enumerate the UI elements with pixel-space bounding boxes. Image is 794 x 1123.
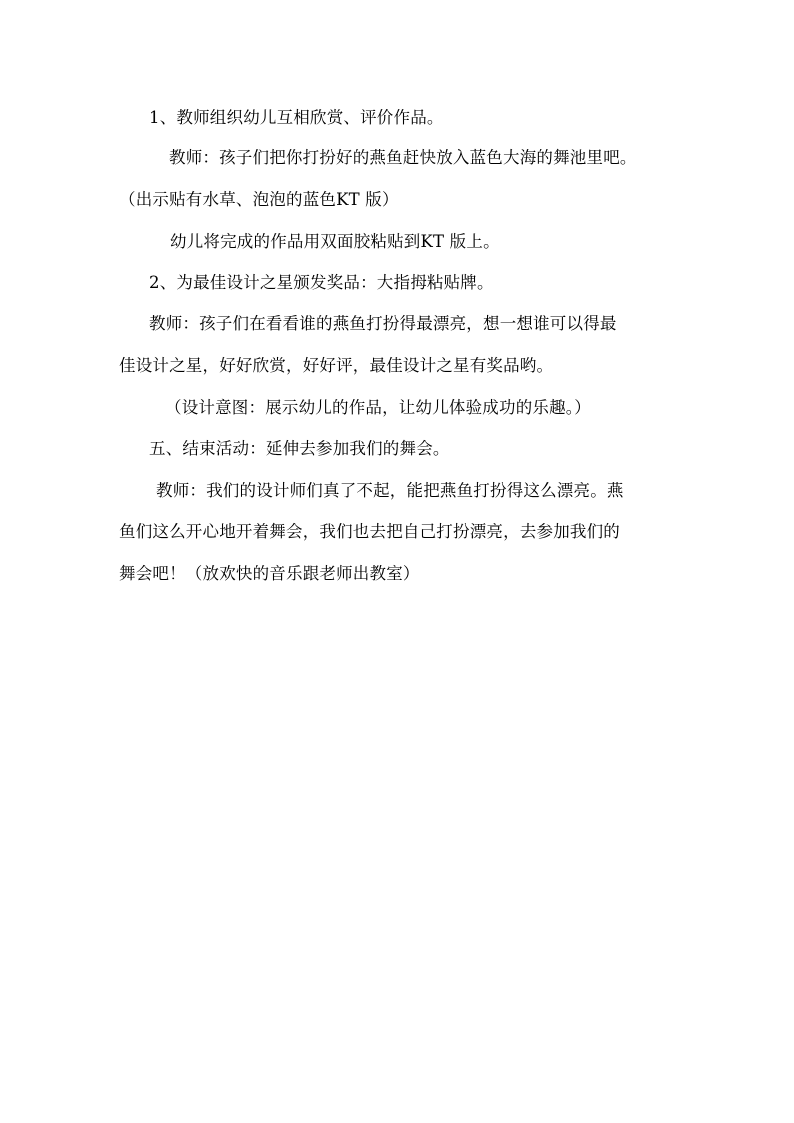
teacher-closing-line-3: 舞会吧！（放欢快的音乐跟老师出教室） — [119, 564, 420, 583]
teacher-closing-line-1: 教师：我们的设计师们真了不起，能把燕鱼打扮得这么漂亮。燕 — [156, 481, 624, 500]
section-5-heading: 五、结束活动：延伸去参加我们的舞会。 — [149, 439, 450, 458]
teacher-instruction-2-line-2: 佳设计之星，好好欣赏，好好评，最佳设计之星有奖品哟。 — [119, 356, 554, 375]
design-intent-note: （设计意图：展示幼儿的作品，让幼儿体验成功的乐趣。） — [165, 398, 591, 417]
teacher-instruction-1: 教师：孩子们把你打扮好的燕鱼赶快放入蓝色大海的舞池里吧。 — [169, 148, 637, 167]
section-2-heading: 2、为最佳设计之星颁发奖品：大指拇粘贴牌。 — [149, 273, 494, 292]
children-activity-1: 幼儿将完成的作品用双面胶粘贴到KT 版上。 — [170, 232, 500, 251]
section-1-heading: 1、教师组织幼儿互相欣赏、评价作品。 — [149, 108, 444, 127]
display-note: （出示贴有水草、泡泡的蓝色KT 版） — [119, 190, 399, 209]
teacher-instruction-2-line-1: 教师：孩子们在看看谁的燕鱼打扮得最漂亮，想一想谁可以得最 — [149, 314, 617, 333]
teacher-closing-line-2: 鱼们这么开心地开着舞会，我们也去把自己打扮漂亮，去参加我们的 — [119, 522, 620, 541]
